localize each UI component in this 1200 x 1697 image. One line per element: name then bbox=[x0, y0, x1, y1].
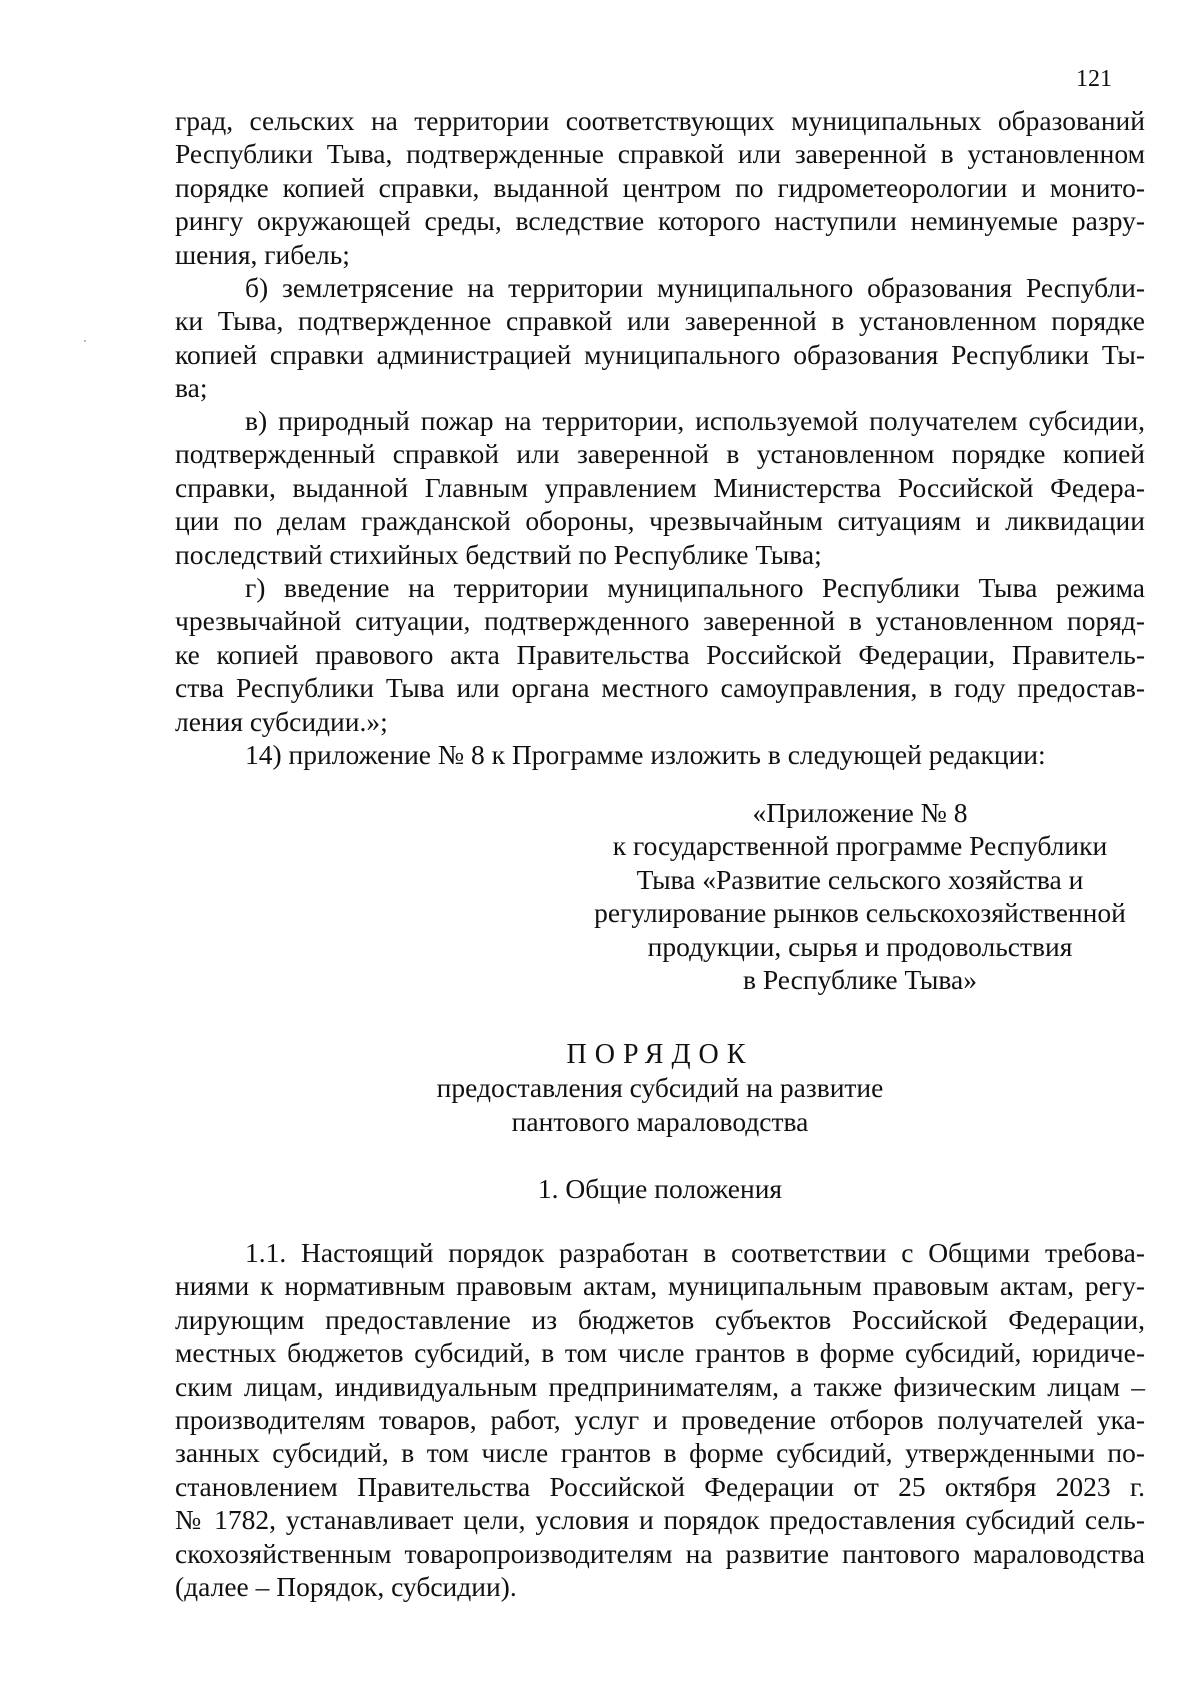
appendix-line: в Республике Тыва» bbox=[743, 964, 977, 996]
appendix-line: Тыва «Развитие сельского хозяйства и bbox=[636, 863, 1084, 895]
text-line: б) землетрясение на территории муниципального образования Республи- bbox=[245, 272, 1145, 303]
text-line: в) природный пожар на территории, используемой получателем субсидии, bbox=[245, 405, 1145, 436]
text-line: местных бюджетов субсидий, в том числе грантов в форме субсидий, юридиче- bbox=[175, 1337, 1145, 1369]
text-line: производителям товаров, работ, услуг и проведение отборов получателей ука- bbox=[175, 1403, 1145, 1435]
continuation-paragraph bbox=[175, 104, 1145, 271]
text-line: занных субсидий, в том числе грантов в форме субсидий, утвержденными по- bbox=[175, 1437, 1145, 1469]
text-line: ции по делам гражданской обороны, чрезвычайным ситуациям и ликвидации bbox=[175, 505, 1145, 537]
text-line: ления субсидии.»; bbox=[175, 705, 388, 737]
item-14-paragraph bbox=[175, 738, 1145, 771]
scan-dot bbox=[84, 340, 86, 342]
appendix-line: «Приложение № 8 bbox=[752, 797, 968, 828]
text-line: становлением Правительства Российской Федерации от 25 октября 2023 г. bbox=[175, 1470, 1145, 1502]
text-line: рингу окружающей среды, вследствие которого наступили неминуемые разру- bbox=[175, 205, 1145, 237]
item-v-paragraph bbox=[175, 404, 1145, 571]
text-line: № 1782, устанавливает цели, условия и порядок предоставления субсидий сель- bbox=[175, 1504, 1145, 1536]
text-line: ниями к нормативным правовым актам, муниципальным правовым актам, регу- bbox=[175, 1270, 1145, 1302]
item-b-paragraph bbox=[175, 271, 1145, 405]
text-line: ке копией правового акта Правительства Российской Федерации, Правитель- bbox=[175, 638, 1145, 670]
text-line: подтвержденный справкой или заверенной в установленном порядке копией bbox=[175, 438, 1145, 470]
subtitle-line: предоставления субсидий на развитие bbox=[436, 1072, 884, 1104]
section-heading-text: 1. Общие положения bbox=[537, 1173, 783, 1204]
text-line: лирующим предоставление из бюджетов субъектов Российской Федерации, bbox=[175, 1303, 1145, 1335]
item-g-paragraph bbox=[175, 571, 1145, 738]
section-heading bbox=[175, 1172, 1145, 1205]
title-word: ПОРЯДОК bbox=[566, 1039, 754, 1070]
text-line: град, сельских на территории соответствующих муниципальных образований bbox=[175, 105, 1145, 136]
text-line: порядке копией справки, выданной центром по гидрометеорологии и монито- bbox=[175, 171, 1145, 203]
page-number: 121 bbox=[1076, 66, 1112, 92]
appendix-line: регулирование рынков сельскохозяйственной bbox=[594, 897, 1126, 929]
text-line: шения, гибель; bbox=[175, 238, 350, 270]
text-line: Республики Тыва, подтвержденные справкой или заверенной в установленном bbox=[175, 138, 1145, 170]
text-line: (далее – Порядок, субсидии). bbox=[175, 1570, 517, 1602]
text-line: г) введение на территории муниципального Республики Тыва режима bbox=[245, 572, 1145, 603]
text-line: последствий стихийных бедствий по Республике Тыва; bbox=[175, 538, 822, 570]
text-line: ским лицам, индивидуальным предпринимателям, а также физическим лицам – bbox=[175, 1370, 1145, 1402]
subtitle-line: пантового мараловодства bbox=[511, 1105, 809, 1137]
text-line: 14) приложение № 8 к Программе изложить в следующей редакции: bbox=[245, 739, 1046, 770]
text-line: ства Республики Тыва или органа местного самоуправления, в году предостав- bbox=[175, 672, 1145, 704]
text-line: чрезвычайной ситуации, подтвержденного заверенной в установленном поряд- bbox=[175, 605, 1145, 637]
text-line: скохозяйственным товаропроизводителям на развитие пантового мараловодства bbox=[175, 1537, 1145, 1569]
appendix-line: к государственной программе Республики bbox=[612, 830, 1108, 862]
appendix-line: продукции, сырья и продовольствия bbox=[647, 930, 1073, 962]
paragraph-1-1 bbox=[175, 1236, 1145, 1603]
text-line: ки Тыва, подтвержденное справкой или заверенной в установленном порядке bbox=[175, 305, 1145, 337]
document-title bbox=[175, 1038, 1145, 1138]
text-line: справки, выданной Главным управлением Министерства Российской Федера- bbox=[175, 471, 1145, 503]
text-line: 1.1. Настоящий порядок разработан в соответствии с Общими требова- bbox=[245, 1237, 1145, 1268]
appendix-reference bbox=[580, 796, 1140, 996]
text-line: ва; bbox=[175, 372, 208, 404]
text-line: копией справки администрацией муниципального образования Республики Ты- bbox=[175, 338, 1145, 370]
